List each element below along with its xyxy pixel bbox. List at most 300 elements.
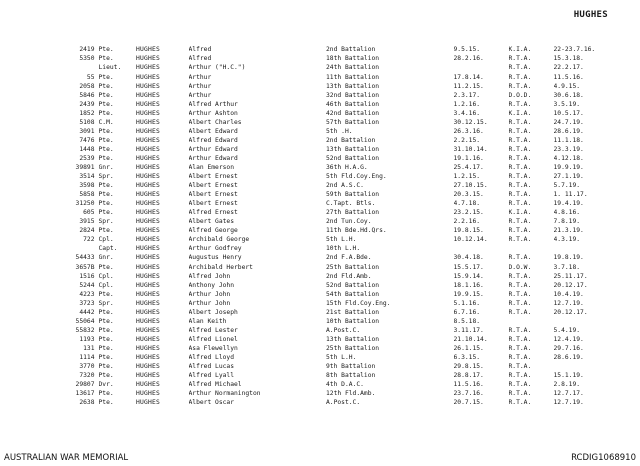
unit-cell: 42nd Battalion xyxy=(326,109,380,117)
fate-date-cell: 19.8.19. xyxy=(553,254,584,262)
rank-cell: Pte. xyxy=(98,191,114,199)
fate-date-cell: 4.9.15. xyxy=(553,82,581,90)
catalogue-id: RCDIG1068910 xyxy=(571,453,636,463)
nominal-roll-body xyxy=(56,46,616,408)
fate-date-cell xyxy=(554,245,617,254)
unit-cell: 46th Battalion xyxy=(326,100,380,108)
table-row xyxy=(56,317,616,326)
fate-date-cell xyxy=(554,363,617,372)
table-row xyxy=(56,272,616,281)
enlistment-date-cell xyxy=(454,64,509,73)
enlistment-date-cell: 29.8.15. xyxy=(453,363,484,371)
rank-cell: Gnr. xyxy=(98,163,114,171)
unit-cell: 57th Battalion xyxy=(326,118,380,126)
rank-cell: Pte. xyxy=(98,390,114,398)
given-names-cell: Albert Ernest xyxy=(188,200,238,208)
surname-cell: HUGHES xyxy=(136,209,160,217)
rank-cell: Pte. xyxy=(98,91,114,99)
service-number-cell: 39891 xyxy=(75,163,95,171)
service-number-cell xyxy=(56,245,99,254)
table-row xyxy=(56,155,616,164)
service-number-cell: 55832 xyxy=(75,326,95,334)
rank-cell: Pte. xyxy=(98,308,114,316)
rank-cell: Pte. xyxy=(98,335,114,343)
table-row xyxy=(56,381,616,390)
fate-cell: R.T.A. xyxy=(508,363,532,371)
enlistment-date-cell: 17.8.14. xyxy=(453,73,484,81)
fate-date-cell: 12.4.19. xyxy=(553,335,584,343)
unit-cell: 13th Battalion xyxy=(326,335,380,343)
fate-cell: R.T.A. xyxy=(508,353,532,361)
fate-date-cell: 20.12.17. xyxy=(553,308,588,316)
rank-cell: Pte. xyxy=(98,200,114,208)
service-number-cell xyxy=(56,64,99,73)
unit-cell: 5th L.H. xyxy=(326,353,357,361)
service-number-cell: 3598 xyxy=(79,182,95,190)
enlistment-date-cell: 20.7.15. xyxy=(453,399,484,407)
enlistment-date-cell: 19.9.15. xyxy=(453,290,484,298)
unit-cell: 11th Bde.Hd.Qrs. xyxy=(326,227,387,235)
fate-date-cell: 22-23.7.16. xyxy=(553,46,596,54)
fate-cell: R.T.A. xyxy=(508,390,532,398)
surname-cell: HUGHES xyxy=(136,182,160,190)
unit-cell: 13th Battalion xyxy=(326,82,380,90)
unit-cell: 52nd Battalion xyxy=(326,154,380,162)
service-number-cell: 3723 xyxy=(79,299,95,307)
unit-cell: 59th Battalion xyxy=(326,191,380,199)
enlistment-date-cell: 26.1.15. xyxy=(453,344,484,352)
given-names-cell: Augustus Henry xyxy=(188,254,242,262)
rank-cell: Pte. xyxy=(98,82,114,90)
table-row xyxy=(56,308,616,317)
fate-cell: R.T.A. xyxy=(508,64,532,72)
service-number-cell: 4442 xyxy=(79,308,95,316)
enlistment-date-cell: 6.3.15. xyxy=(453,353,481,361)
enlistment-date-cell: 28.8.17. xyxy=(453,372,484,380)
enlistment-date-cell: 23.2.15. xyxy=(453,209,484,217)
enlistment-date-cell: 11.5.16. xyxy=(453,381,484,389)
given-names-cell: Arthur Godfrey xyxy=(188,245,242,253)
enlistment-date-cell: 2.2.15. xyxy=(453,136,481,144)
service-number-cell: 3091 xyxy=(79,127,95,135)
surname-cell: HUGHES xyxy=(136,154,160,162)
table-row xyxy=(56,218,616,227)
fate-cell: R.T.A. xyxy=(508,173,532,181)
rank-cell: Pte. xyxy=(98,154,114,162)
table-row xyxy=(56,127,616,136)
rank-cell: Pte. xyxy=(98,290,114,298)
enlistment-date-cell: 15.9.14. xyxy=(453,272,484,280)
enlistment-date-cell: 19.8.15. xyxy=(453,227,484,235)
service-number-cell: 3514 xyxy=(79,173,95,181)
fate-date-cell: 19.4.19. xyxy=(553,200,584,208)
surname-cell: HUGHES xyxy=(136,326,160,334)
table-row xyxy=(56,281,616,290)
rank-cell: Pte. xyxy=(98,55,114,63)
surname-cell: HUGHES xyxy=(136,299,160,307)
fate-cell: R.T.A. xyxy=(508,200,532,208)
given-names-cell: Albert Oscar xyxy=(188,399,234,407)
table-row xyxy=(56,91,616,100)
fate-date-cell xyxy=(554,317,617,326)
fate-date-cell: 5.4.19. xyxy=(553,326,581,334)
rank-cell: Pte. xyxy=(98,209,114,217)
fate-cell: R.T.A. xyxy=(508,281,532,289)
surname-cell: HUGHES xyxy=(136,91,160,99)
given-names-cell: Arthur xyxy=(188,82,212,90)
surname-cell: HUGHES xyxy=(136,118,160,126)
surname-cell: HUGHES xyxy=(136,290,160,298)
service-number-cell: 4223 xyxy=(79,290,95,298)
service-number-cell: 2439 xyxy=(79,100,95,108)
fate-date-cell: 4.8.16. xyxy=(553,209,581,217)
fate-date-cell: 29.7.16. xyxy=(553,344,584,352)
surname-cell: HUGHES xyxy=(136,272,160,280)
surname-cell: HUGHES xyxy=(136,46,160,54)
enlistment-date-cell: 21.10.14. xyxy=(453,335,488,343)
surname-cell: HUGHES xyxy=(136,109,160,117)
fate-cell: R.T.A. xyxy=(508,82,532,90)
unit-cell: 5th Fld.Coy.Eng. xyxy=(326,173,387,181)
fate-date-cell: 11.5.16. xyxy=(553,73,584,81)
fate-cell: R.T.A. xyxy=(508,381,532,389)
unit-cell: 5th L.H. xyxy=(326,236,357,244)
surname-cell: HUGHES xyxy=(136,363,160,371)
table-row xyxy=(56,326,616,335)
fate-date-cell: 3.5.19. xyxy=(553,100,581,108)
fate-date-cell: 21.3.19. xyxy=(553,227,584,235)
enlistment-date-cell: 30.4.18. xyxy=(453,254,484,262)
fate-cell: R.T.A. xyxy=(508,227,532,235)
rank-cell: Pte. xyxy=(98,182,114,190)
table-row xyxy=(56,390,616,399)
unit-cell: 13th Battalion xyxy=(326,145,380,153)
table-row xyxy=(56,209,616,218)
surname-cell: HUGHES xyxy=(136,64,160,72)
fate-date-cell: 5.7.19. xyxy=(553,182,581,190)
fate-cell: D.O.W. xyxy=(508,263,532,271)
fate-cell: D.O.D. xyxy=(508,91,532,99)
fate-date-cell: 4.12.18. xyxy=(553,154,584,162)
rank-cell: Pte. xyxy=(98,399,114,407)
fate-date-cell: 27.1.19. xyxy=(553,173,584,181)
service-number-cell: 2638 xyxy=(79,399,95,407)
surname-cell: HUGHES xyxy=(136,145,160,153)
table-row xyxy=(56,236,616,245)
rank-cell: Pte. xyxy=(98,344,114,352)
fate-date-cell: 11.1.18. xyxy=(553,136,584,144)
unit-cell: 27th Battalion xyxy=(326,209,380,217)
unit-cell: 25th Battalion xyxy=(326,344,380,352)
rank-cell: Pte. xyxy=(98,73,114,81)
fate-cell: R.T.A. xyxy=(508,154,532,162)
rank-cell: Spr. xyxy=(98,299,114,307)
service-number-cell: 54433 xyxy=(75,254,95,262)
fate-date-cell: 12.7.19. xyxy=(553,299,584,307)
nominal-roll-table xyxy=(56,46,616,408)
given-names-cell: Anthony John xyxy=(188,281,234,289)
unit-cell: 5th .H. xyxy=(326,127,353,135)
unit-cell: C.Tapt. Btls. xyxy=(326,200,376,208)
unit-cell: 32nd Battalion xyxy=(326,91,380,99)
fate-cell: R.T.A. xyxy=(508,254,532,262)
table-row xyxy=(56,299,616,308)
fate-cell: R.T.A. xyxy=(508,100,532,108)
service-number-cell: 5858 xyxy=(79,191,95,199)
unit-cell: 2nd A.S.C. xyxy=(326,182,364,190)
table-row xyxy=(56,363,616,372)
unit-cell: 18th Battalion xyxy=(326,55,380,63)
surname-cell: HUGHES xyxy=(136,245,160,253)
table-row xyxy=(56,245,616,254)
service-number-cell: 3770 xyxy=(79,363,95,371)
service-number-cell: 131 xyxy=(83,344,95,352)
service-number-cell: 605 xyxy=(83,209,95,217)
table-row xyxy=(56,290,616,299)
fate-cell: R.T.A. xyxy=(508,344,532,352)
fate-date-cell: 1. 11.17. xyxy=(553,191,588,199)
enlistment-date-cell: 10.12.14. xyxy=(453,236,488,244)
unit-cell: 9th Battalion xyxy=(326,363,376,371)
surname-cell: HUGHES xyxy=(136,263,160,271)
given-names-cell: Alfred xyxy=(188,46,212,54)
fate-date-cell: 15.3.18. xyxy=(553,55,584,63)
table-row xyxy=(56,46,616,55)
table-row xyxy=(56,82,616,91)
enlistment-date-cell: 1.2.16. xyxy=(453,100,481,108)
enlistment-date-cell: 19.1.16. xyxy=(453,154,484,162)
given-names-cell: Archibald Herbert xyxy=(188,263,253,271)
given-names-cell: Alfred Ernest xyxy=(188,209,238,217)
table-row xyxy=(56,173,616,182)
rank-cell: Pte. xyxy=(98,227,114,235)
given-names-cell: Arthur Edward xyxy=(188,154,238,162)
unit-cell: 2nd Tun.Coy. xyxy=(326,218,372,226)
fate-date-cell: 7.8.19. xyxy=(553,218,581,226)
service-number-cell: 31250 xyxy=(75,200,95,208)
fate-cell: R.T.A. xyxy=(508,118,532,126)
table-row xyxy=(56,191,616,200)
given-names-cell: Alan Emerson xyxy=(188,163,234,171)
enlistment-date-cell: 4.7.18. xyxy=(453,200,481,208)
service-number-cell: 5108 xyxy=(79,118,95,126)
surname-cell: HUGHES xyxy=(136,390,160,398)
fate-cell: R.T.A. xyxy=(508,335,532,343)
enlistment-date-cell: 20.3.15. xyxy=(453,191,484,199)
fate-cell: K.I.A. xyxy=(508,46,532,54)
enlistment-date-cell: 8.5.18. xyxy=(453,317,481,325)
rank-cell: Pte. xyxy=(98,263,114,271)
enlistment-date-cell: 28.2.16. xyxy=(453,55,484,63)
service-number-cell: 3915 xyxy=(79,218,95,226)
given-names-cell: Alan Keith xyxy=(188,317,227,325)
fate-cell: R.T.A. xyxy=(508,145,532,153)
fate-cell: K.I.A. xyxy=(508,209,532,217)
service-number-cell: 5244 xyxy=(79,281,95,289)
fate-cell: R.T.A. xyxy=(508,272,532,280)
fate-date-cell: 12.7.17. xyxy=(553,390,584,398)
unit-cell: 25th Battalion xyxy=(326,263,380,271)
fate-cell: R.T.A. xyxy=(508,55,532,63)
service-number-cell: 2539 xyxy=(79,154,95,162)
fate-cell: R.T.A. xyxy=(508,127,532,135)
fate-cell: R.T.A. xyxy=(508,182,532,190)
given-names-cell: Arthur John xyxy=(188,290,231,298)
given-names-cell: Albert Joseph xyxy=(188,308,238,316)
given-names-cell: Albert Ernest xyxy=(188,182,238,190)
surname-cell: HUGHES xyxy=(136,82,160,90)
given-names-cell: Arthur ("H.C.") xyxy=(188,64,246,72)
given-names-cell: Alfred xyxy=(188,55,212,63)
unit-cell: 21st Battalion xyxy=(326,308,380,316)
table-row xyxy=(56,64,616,73)
surname-cell: HUGHES xyxy=(136,73,160,81)
given-names-cell: Arthur Edward xyxy=(188,145,238,153)
table-row xyxy=(56,73,616,82)
service-number-cell: 55064 xyxy=(75,317,95,325)
given-names-cell: Arthur Normanington xyxy=(188,390,261,398)
rank-cell: Pte. xyxy=(98,109,114,117)
given-names-cell: Alfred Lester xyxy=(188,326,238,334)
table-row xyxy=(56,164,616,173)
given-names-cell: Arthur John xyxy=(188,299,231,307)
fate-date-cell: 28.6.19. xyxy=(553,353,584,361)
given-names-cell: Archibald George xyxy=(188,236,250,244)
surname-cell: HUGHES xyxy=(136,218,160,226)
given-names-cell: Albert Ernest xyxy=(188,191,238,199)
given-names-cell: Alfred George xyxy=(188,227,238,235)
surname-cell: HUGHES xyxy=(136,372,160,380)
given-names-cell: Alfred Lloyd xyxy=(188,353,234,361)
service-number-cell: 29807 xyxy=(75,381,95,389)
rank-cell: Spr. xyxy=(98,173,114,181)
rank-cell: Lieut. xyxy=(98,64,122,72)
fate-cell: R.T.A. xyxy=(508,218,532,226)
fate-date-cell: 10.5.17. xyxy=(553,109,584,117)
given-names-cell: Alfred Lyall xyxy=(188,372,234,380)
fate-cell: R.T.A. xyxy=(508,290,532,298)
fate-date-cell: 22.2.17. xyxy=(553,64,584,72)
service-number-cell: 2058 xyxy=(79,82,95,90)
unit-cell: A.Post.C. xyxy=(326,326,361,334)
enlistment-date-cell: 3.11.17. xyxy=(453,326,484,334)
fate-cell: R.T.A. xyxy=(508,308,532,316)
fate-cell: R.T.A. xyxy=(508,399,532,407)
given-names-cell: Alfred Edward xyxy=(188,136,238,144)
rank-cell: Spr. xyxy=(98,218,114,226)
rank-cell: Capt. xyxy=(98,245,118,253)
surname-cell: HUGHES xyxy=(136,399,160,407)
enlistment-date-cell: 11.2.15. xyxy=(453,82,484,90)
unit-cell: A.Post.C. xyxy=(326,399,361,407)
fate-date-cell: 23.3.19. xyxy=(553,145,584,153)
unit-cell: 2nd Fld.Amb. xyxy=(326,272,372,280)
enlistment-date-cell: 23.7.16. xyxy=(453,390,484,398)
unit-cell: 8th Battalion xyxy=(326,372,376,380)
surname-cell: HUGHES xyxy=(136,191,160,199)
fate-date-cell: 24.7.19. xyxy=(553,118,584,126)
rank-cell: Gnr. xyxy=(98,254,114,262)
rank-cell: Pte. xyxy=(98,372,114,380)
enlistment-date-cell: 2.3.17. xyxy=(453,91,481,99)
surname-cell: HUGHES xyxy=(136,308,160,316)
fate-date-cell: 10.4.19. xyxy=(553,290,584,298)
enlistment-date-cell: 3.4.16. xyxy=(453,109,481,117)
enlistment-date-cell: 31.10.14. xyxy=(453,145,488,153)
table-row xyxy=(56,109,616,118)
surname-cell: HUGHES xyxy=(136,335,160,343)
rank-cell: Pte. xyxy=(98,326,114,334)
table-row xyxy=(56,263,616,272)
rank-cell: Pte. xyxy=(98,46,114,54)
service-number-cell: 1114 xyxy=(79,353,95,361)
surname-cell: HUGHES xyxy=(136,227,160,235)
rank-cell: Pte. xyxy=(98,363,114,371)
fate-cell: R.T.A. xyxy=(508,73,532,81)
given-names-cell: Arthur xyxy=(188,73,212,81)
unit-cell: 2nd Battalion xyxy=(326,136,376,144)
fate-cell: R.T.A. xyxy=(508,136,532,144)
enlistment-date-cell: 18.1.16. xyxy=(453,281,484,289)
fate-cell: R.T.A. xyxy=(508,326,532,334)
given-names-cell: Albert Gates xyxy=(188,218,234,226)
unit-cell: 54th Battalion xyxy=(326,290,380,298)
unit-cell: 10th L.H. xyxy=(326,245,361,253)
unit-cell: 12th Fld.Amb. xyxy=(326,390,376,398)
fate-cell: R.T.A. xyxy=(508,372,532,380)
fate-date-cell: 20.12.17. xyxy=(553,281,588,289)
table-row xyxy=(56,182,616,191)
rank-cell: Pte. xyxy=(98,317,114,325)
enlistment-date-cell: 30.12.15. xyxy=(453,118,488,126)
given-names-cell: Alfred John xyxy=(188,272,231,280)
given-names-cell: Arthur Ashton xyxy=(188,109,238,117)
fate-date-cell: 25.11.17. xyxy=(553,272,588,280)
fate-cell xyxy=(509,317,554,326)
surname-cell: HUGHES xyxy=(136,254,160,262)
rank-cell: Dvr. xyxy=(98,381,114,389)
given-names-cell: Asa Flewellyn xyxy=(188,344,238,352)
table-row xyxy=(56,227,616,236)
enlistment-date-cell: 2.2.16. xyxy=(453,218,481,226)
fate-date-cell: 15.1.19. xyxy=(553,372,584,380)
unit-cell: 24th Battalion xyxy=(326,64,380,72)
rank-cell: Cpl. xyxy=(98,236,114,244)
fate-cell: R.T.A. xyxy=(508,299,532,307)
surname-cell: HUGHES xyxy=(136,163,160,171)
table-row xyxy=(56,146,616,155)
given-names-cell: Alfred Lionel xyxy=(188,335,238,343)
table-row xyxy=(56,136,616,145)
surname-cell: HUGHES xyxy=(136,381,160,389)
table-row xyxy=(56,118,616,127)
surname-cell: HUGHES xyxy=(136,317,160,325)
enlistment-date-cell xyxy=(454,245,509,254)
service-number-cell: 3657B xyxy=(75,263,95,271)
enlistment-date-cell: 27.10.15. xyxy=(453,182,488,190)
unit-cell: 15th Fld.Coy.Eng. xyxy=(326,299,391,307)
fate-cell xyxy=(509,245,554,254)
fate-cell: K.I.A. xyxy=(508,109,532,117)
enlistment-date-cell: 6.7.16. xyxy=(453,308,481,316)
service-number-cell: 1852 xyxy=(79,109,95,117)
table-row xyxy=(56,372,616,381)
given-names-cell: Albert Edward xyxy=(188,127,238,135)
service-number-cell: 5350 xyxy=(79,55,95,63)
service-number-cell: 1193 xyxy=(79,335,95,343)
table-row xyxy=(56,336,616,345)
table-row xyxy=(56,345,616,354)
